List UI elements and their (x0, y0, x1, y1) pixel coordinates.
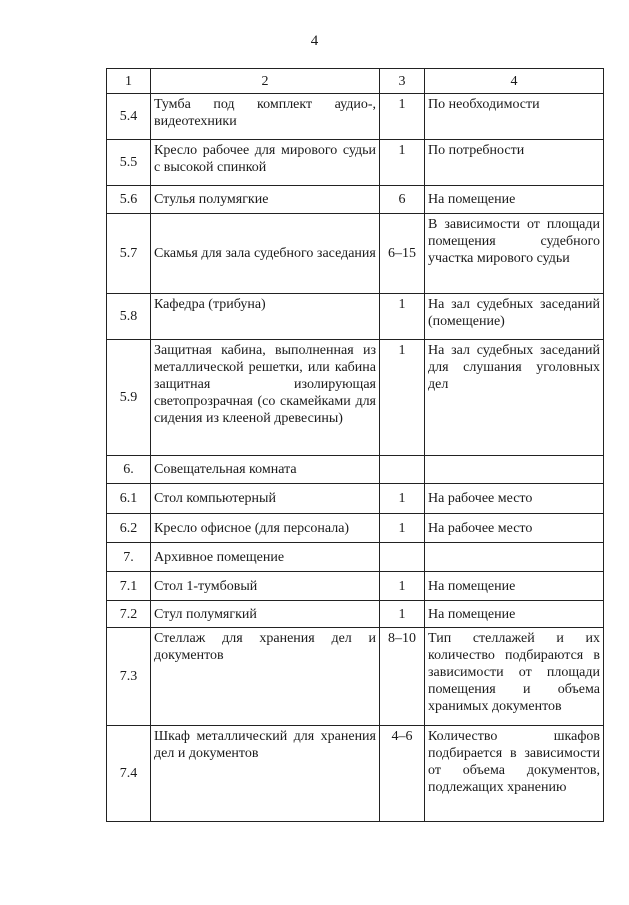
row-number: 6. (107, 456, 151, 484)
row-quantity (380, 543, 425, 572)
row-quantity: 1 (380, 572, 425, 601)
row-note: На помещение (425, 572, 604, 601)
row-note: На зал судебных заседаний (помещение) (425, 294, 604, 340)
row-number: 5.9 (107, 340, 151, 456)
row-item-name: Кресло офисное (для персонала) (151, 514, 380, 543)
row-note: На рабочее место (425, 484, 604, 514)
table-header-row (107, 69, 604, 94)
row-note: На помещение (425, 186, 604, 214)
table-row (107, 340, 604, 456)
row-number: 7.1 (107, 572, 151, 601)
row-number: 7.4 (107, 726, 151, 822)
row-number: 5.7 (107, 214, 151, 294)
row-number: 7.3 (107, 628, 151, 726)
header-cell-2: 2 (151, 69, 380, 94)
equipment-table (106, 68, 604, 822)
row-note: На рабочее место (425, 514, 604, 543)
row-quantity: 1 (380, 340, 425, 456)
row-item-name: Защитная кабина, выполненная из металлической решетки, или кабина защитная изолирующая светопрозрачная (со скамейками для сидения из клееной древесины) (151, 340, 380, 456)
row-note: Тип стеллажей и их количество подбираются в зависимости от площади помещения и объема хранимых документов (425, 628, 604, 726)
row-item-name: Кафедра (трибуна) (151, 294, 380, 340)
table-row (107, 456, 604, 484)
table-row (107, 601, 604, 628)
header-cell-3: 3 (380, 69, 425, 94)
row-item-name: Скамья для зала судебного заседания (151, 214, 380, 294)
row-item-name: Стол 1-тумбовый (151, 572, 380, 601)
row-note: В зависимости от площади помещения судебного участка мирового судьи (425, 214, 604, 294)
row-item-name: Совещательная комната (151, 456, 380, 484)
row-item-name: Тумба под комплект аудио-, видеотехники (151, 94, 380, 140)
row-quantity: 1 (380, 140, 425, 186)
row-quantity: 8–10 (380, 628, 425, 726)
row-item-name: Стулья полумягкие (151, 186, 380, 214)
table-row (107, 294, 604, 340)
row-quantity: 1 (380, 294, 425, 340)
header-cell-1: 1 (107, 69, 151, 94)
row-number: 5.5 (107, 140, 151, 186)
row-quantity: 1 (380, 484, 425, 514)
row-note: По необходимости (425, 94, 604, 140)
row-item-name: Стеллаж для хранения дел и документов (151, 628, 380, 726)
table-row (107, 514, 604, 543)
page-number: 4 (310, 33, 319, 49)
table-row (107, 726, 604, 822)
row-item-name: Кресло рабочее для мирового судьи с высокой спинкой (151, 140, 380, 186)
row-item-name: Стол компьютерный (151, 484, 380, 514)
row-number: 7.2 (107, 601, 151, 628)
table-row (107, 484, 604, 514)
table-row (107, 572, 604, 601)
table-row (107, 543, 604, 572)
row-item-name: Архивное помещение (151, 543, 380, 572)
row-number: 6.1 (107, 484, 151, 514)
table-row (107, 628, 604, 726)
row-note (425, 456, 604, 484)
table-row (107, 186, 604, 214)
table-row (107, 214, 604, 294)
row-quantity: 6–15 (380, 214, 425, 294)
row-note: На помещение (425, 601, 604, 628)
row-item-name: Стул полумягкий (151, 601, 380, 628)
row-quantity: 4–6 (380, 726, 425, 822)
table-row (107, 140, 604, 186)
row-note: На зал судебных заседаний для слушания уголовных дел (425, 340, 604, 456)
row-quantity: 1 (380, 601, 425, 628)
row-quantity: 1 (380, 514, 425, 543)
row-note: По потребности (425, 140, 604, 186)
header-cell-4: 4 (425, 69, 604, 94)
row-note: Количество шкафов подбирается в зависимости от объема документов, подлежащих хранению (425, 726, 604, 822)
row-quantity: 6 (380, 186, 425, 214)
row-quantity: 1 (380, 94, 425, 140)
row-number: 6.2 (107, 514, 151, 543)
table-row (107, 94, 604, 140)
row-number: 5.8 (107, 294, 151, 340)
row-item-name: Шкаф металлический для хранения дел и документов (151, 726, 380, 822)
row-number: 5.6 (107, 186, 151, 214)
row-note (425, 543, 604, 572)
row-number: 5.4 (107, 94, 151, 140)
row-quantity (380, 456, 425, 484)
row-number: 7. (107, 543, 151, 572)
